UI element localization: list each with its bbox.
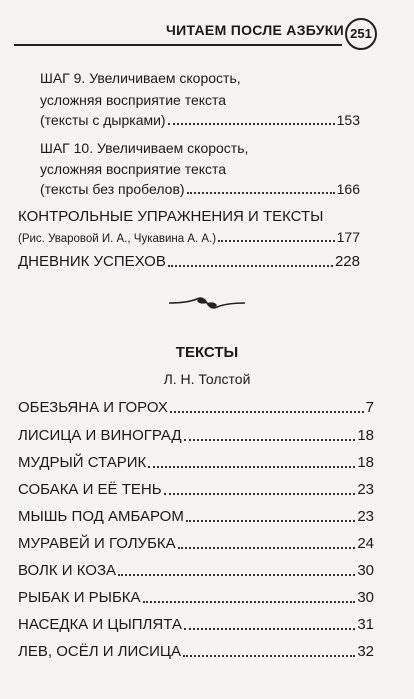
- toc-entry-control[interactable]: [18, 229, 360, 245]
- control-line2: (Рис. Уваровой И. А., Чукавина А. А.): [18, 233, 217, 245]
- leader-dots: [187, 192, 335, 194]
- leader-dots: [164, 493, 356, 495]
- section-author: Л. Н. Толстой: [163, 371, 251, 387]
- leader-dots: [168, 123, 335, 125]
- story-title: ВОЛК И КОЗА: [18, 562, 117, 579]
- toc-entry-story[interactable]: [18, 508, 374, 525]
- story-page: 18: [357, 427, 374, 444]
- toc-entry-story[interactable]: [18, 589, 374, 606]
- control-page: 177: [336, 229, 360, 245]
- story-page: 31: [357, 616, 374, 633]
- step10-page: 166: [336, 181, 360, 197]
- leader-dots: [178, 547, 356, 549]
- step10-line3: (тексты без пробелов): [40, 181, 185, 197]
- toc-entry-story[interactable]: [18, 562, 374, 579]
- story-title: СОБАКА И ЕЁ ТЕНЬ: [18, 481, 162, 498]
- leader-dots: [148, 466, 355, 468]
- story-page: 32: [357, 643, 374, 660]
- step10-line1: ШАГ 10. Увеличиваем скорость,: [40, 140, 249, 156]
- leader-dots: [184, 628, 355, 630]
- story-page: 24: [357, 535, 374, 552]
- story-title: МЫШЬ ПОД АМБАРОМ: [18, 508, 184, 525]
- story-page: 23: [357, 481, 374, 498]
- story-page: 18: [357, 454, 374, 471]
- section-title: ТЕКСТЫ: [175, 344, 239, 361]
- toc-entry-step9[interactable]: [40, 112, 360, 128]
- step9-line3: (тексты с дырками): [40, 112, 166, 128]
- toc-entry-story[interactable]: [18, 427, 374, 444]
- story-page: 23: [357, 508, 374, 525]
- story-title: РЫБАК И РЫБКА: [18, 589, 141, 606]
- leader-dots: [143, 601, 356, 603]
- leader-dots: [184, 439, 356, 441]
- story-title: ОБЕЗЬЯНА И ГОРОХ: [18, 399, 168, 416]
- page-header: [0, 0, 414, 60]
- page-number-badge: 251: [345, 18, 377, 50]
- story-title: ЛЕВ, ОСЁЛ И ЛИСИЦА: [18, 643, 182, 660]
- story-title: МУРАВЕЙ И ГОЛУБКА: [18, 535, 176, 552]
- leader-dots: [183, 655, 355, 657]
- header-rule: [14, 44, 342, 46]
- story-title: МУДРЫЙ СТАРИК: [18, 454, 147, 471]
- ornament-divider-icon: [167, 293, 247, 313]
- leader-dots: [218, 240, 335, 242]
- leader-dots: [186, 520, 355, 522]
- story-page: 30: [357, 589, 374, 606]
- diary-page: 228: [334, 253, 360, 270]
- toc-entry-story[interactable]: [18, 535, 374, 552]
- step10-line2: усложняя восприятие текста: [40, 161, 227, 177]
- leader-dots: [168, 265, 333, 267]
- toc-entry-diary[interactable]: [18, 253, 360, 270]
- step9-line1: ШАГ 9. Увеличиваем скорость,: [40, 70, 241, 86]
- story-title: НАСЕДКА И ЦЫПЛЯТА: [18, 616, 182, 633]
- leader-dots: [118, 574, 355, 576]
- leader-dots: [170, 411, 364, 413]
- story-page: 30: [357, 562, 374, 579]
- toc-entry-story[interactable]: [18, 399, 374, 416]
- control-line1: КОНТРОЛЬНЫЕ УПРАЖНЕНИЯ И ТЕКСТЫ: [18, 208, 324, 225]
- story-page: 7: [365, 399, 374, 416]
- story-title: ЛИСИЦА И ВИНОГРАД: [18, 427, 182, 444]
- toc-entry-step10[interactable]: [40, 181, 360, 197]
- toc-entry-story[interactable]: [18, 481, 374, 498]
- step9-line2: усложняя восприятие текста: [40, 92, 227, 108]
- toc-entry-story[interactable]: [18, 454, 374, 471]
- toc-entry-story[interactable]: [18, 616, 374, 633]
- running-title: ЧИТАЕМ ПОСЛЕ АЗБУКИ: [166, 22, 344, 38]
- toc-entry-story[interactable]: [18, 643, 374, 660]
- step9-page: 153: [336, 112, 360, 128]
- diary-label: ДНЕВНИК УСПЕХОВ: [18, 253, 166, 270]
